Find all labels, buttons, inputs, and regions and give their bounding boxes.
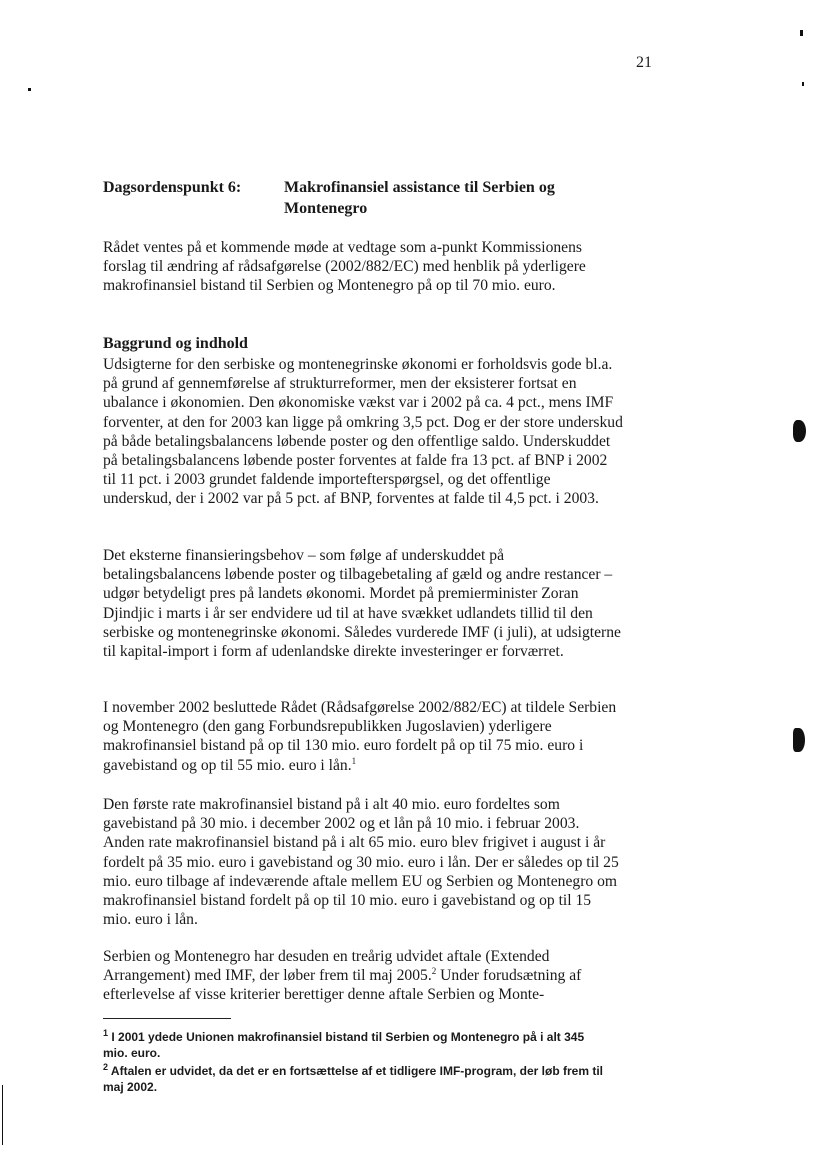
footnote-number: 2 xyxy=(103,1062,109,1072)
footnote-1 xyxy=(103,1029,603,1061)
scan-mark xyxy=(2,1085,3,1145)
scan-mark xyxy=(793,420,806,442)
intro-paragraph: Rådet ventes på et kommende møde at vedtage som a-punkt Kommissionens forslag til ændring af rådsafgørelse (2002/882/EC) med henblik på yderligere makrofinansiel bistand til Serbien og Montenegro på op til 70 mio. euro. xyxy=(103,239,586,295)
section-heading: Baggrund og indhold xyxy=(103,335,248,352)
footnote-2 xyxy=(103,1063,603,1095)
scan-mark xyxy=(28,88,31,91)
footnote-number: 1 xyxy=(103,1028,109,1038)
footnote-divider xyxy=(103,1018,231,1019)
paragraph-outlook: Udsigterne for den serbiske og montenegrinske økonomi er forholdsvis gode bl.a. på grund af gennemførelse af strukturreformer, men der eksisterer fortsat en ubalance i økonomien. Den økonomiske vækst var i 2002 på ca. 4 pct., mens IMF forventer, at den for 2003 kan ligge på omkring 3,5 pct. Dog er der store underskud på både betalingsbalancens løbende poster og den offentlige saldo. Underskuddet på betalingsbalancens løbende poster forventes at falde fra 13 pct. af BNP i 2002 til 11 pct. i 2003 grundet faldende importefterspørgsel, og det offentlige underskud, der i 2002 var på 5 pct. af BNP, forventes at falde til 4,5 pct. i 2003. xyxy=(103,356,623,508)
paragraph-council-decision xyxy=(103,698,623,775)
agenda-label: Dagsordenspunkt 6: xyxy=(103,179,242,196)
paragraph-text: Under forudsætning af efterlevelse af visse kriterier berettiger denne aftale Serbien og Monte- xyxy=(103,967,582,1004)
page-number: 21 xyxy=(636,54,652,71)
scan-mark xyxy=(802,82,804,86)
footnote-text: I 2001 ydede Unionen makrofinansiel bistand til Serbien og Montenegro på i alt 345 mio. euro. xyxy=(103,1030,585,1060)
footnote-ref-1[interactable]: 1 xyxy=(351,755,357,766)
agenda-title: Makrofinansiel assistance til Serbien og Montenegro xyxy=(284,179,555,217)
paragraph-imf-arrangement xyxy=(103,947,623,1005)
paragraph-text: Serbien og Montenegro har desuden en treårig udvidet aftale (Extended Arrangement) med IMF, der løber frem til maj 2005. xyxy=(103,948,550,985)
paragraph-text: I november 2002 besluttede Rådet (Rådsafgørelse 2002/882/EC) at tildele Serbien og Montenegro (den gang Forbundsrepublikken Jugoslavien) yderligere makrofinansiel bistand på op til 130 mio. euro fordelt på op til 75 mio. euro i gavebistand og op til 55 mio. euro i lån. xyxy=(103,699,617,774)
footnote-ref-2[interactable]: 2 xyxy=(431,966,437,977)
paragraph-financing-need: Det eksterne finansieringsbehov – som følge af underskuddet på betalingsbalancens løbende poster og tilbagebetaling af gæld og andre restancer – udgør betydeligt pres på landets økonomi. Mordet på premierminister Zoran Djindjic i marts i år ser endvidere ud til at have svækket udlandets tillid til den serbiske og montenegrinske økonomi. Således vurderede IMF (i juli), at udsigterne til kapital-import i form af udenlandske direkte investeringer er forværret. xyxy=(103,547,621,661)
scan-mark xyxy=(800,30,803,36)
footnote-text: Aftalen er udvidet, da det er en fortsættelse af et tidligere IMF-program, der løb frem til maj 2002. xyxy=(103,1064,603,1094)
scan-mark xyxy=(793,728,805,752)
paragraph-tranches: Den første rate makrofinansiel bistand på i alt 40 mio. euro fordeltes som gavebistand på 30 mio. i december 2002 og et lån på 10 mio. i februar 2003. Anden rate makrofinansiel bistand på i alt 65 mio. euro blev frigivet i august i år fordelt på 35 mio. euro i gavebistand og 30 mio. euro i lån. Der er således op til 25 mio. euro tilbage af indeværende aftale mellem EU og Serbien og Montenegro om makrofinansiel bistand fordelt på op til 10 mio. euro i gavebistand og op til 15 mio. euro i lån. xyxy=(103,796,619,929)
